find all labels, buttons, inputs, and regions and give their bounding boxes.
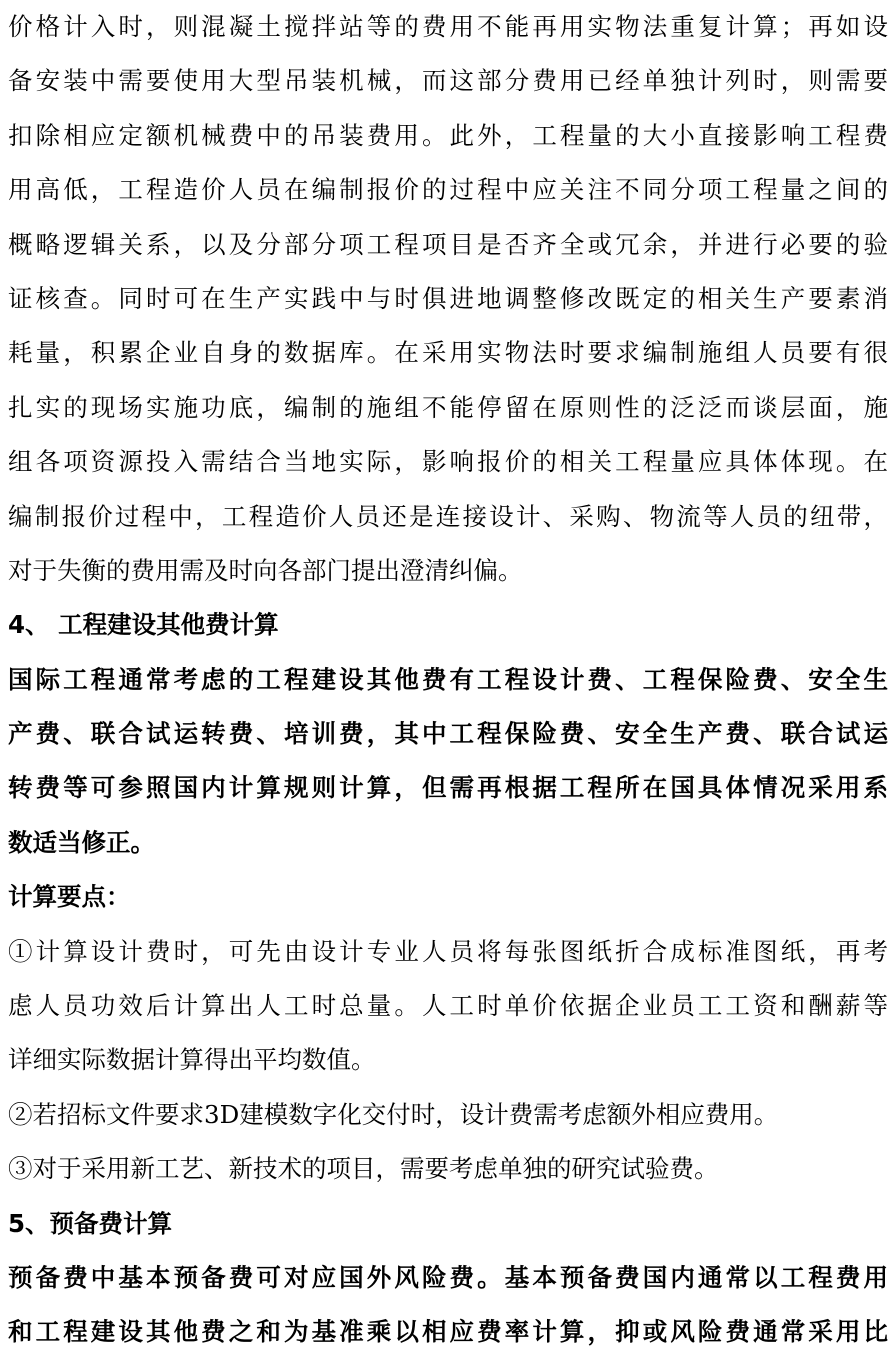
bold-text-line: 产费、联合试运转费、培训费，其中工程保险费、安全生产费、联合试运 bbox=[8, 719, 888, 749]
list-item-2: ②若招标文件要求3D建模数字化交付时，设计费需考虑额外相应费用。 bbox=[8, 1099, 779, 1129]
text-line: 对于失衡的费用需及时向各部门提出澄清纠偏。 bbox=[8, 555, 523, 585]
document-page bbox=[8, 0, 888, 1360]
subheading-key-points: 计算要点： bbox=[8, 882, 131, 912]
text-line: 扣除相应定额机械费中的吊装费用。此外，工程量的大小直接影响工程费 bbox=[8, 120, 888, 150]
list-item-3: ③对于采用新工艺、新技术的项目，需要考虑单独的研究试验费。 bbox=[8, 1154, 719, 1184]
section-heading-4: 4、 工程建设其他费计算 bbox=[8, 610, 279, 640]
list-item-1: ①计算设计费时，可先由设计专业人员将每张图纸折合成标准图纸，再考 bbox=[8, 936, 888, 966]
bold-text-line: 国际工程通常考虑的工程建设其他费有工程设计费、工程保险费、安全生 bbox=[8, 664, 888, 694]
bold-text-line: 预备费中基本预备费可对应国外风险费。基本预备费国内通常以工程费用 bbox=[8, 1262, 888, 1292]
bold-text-line: 和工程建设其他费之和为基准乘以相应费率计算，抑或风险费通常采用比 bbox=[8, 1317, 888, 1347]
section-heading-5: 5、预备费计算 bbox=[8, 1208, 173, 1238]
text-line: 虑人员功效后计算出人工时总量。人工时单价依据企业员工工资和酬薪等 bbox=[8, 991, 888, 1021]
text-line: 组各项资源投入需结合当地实际，影响报价的相关工程量应具体体现。在 bbox=[8, 447, 888, 477]
text-line: 备安装中需要使用大型吊装机械，而这部分费用已经单独计列时，则需要 bbox=[8, 66, 888, 96]
text-line: 详细实际数据计算得出平均数值。 bbox=[8, 1045, 376, 1075]
text-line: 耗量，积累企业自身的数据库。在采用实物法时要求编制施组人员要有很 bbox=[8, 338, 888, 368]
text-line: 扎实的现场实施功底，编制的施组不能停留在原则性的泛泛而谈层面，施 bbox=[8, 392, 888, 422]
bold-text-line: 数适当修正。 bbox=[8, 827, 155, 857]
text-line: 证核查。同时可在生产实践中与时俱进地调整修改既定的相关生产要素消 bbox=[8, 283, 888, 313]
text-line: 概略逻辑关系，以及分部分项工程项目是否齐全或冗余，并进行必要的验 bbox=[8, 229, 888, 259]
text-line: 编制报价过程中，工程造价人员还是连接设计、采购、物流等人员的纽带， bbox=[8, 501, 888, 531]
text-line: 价格计入时，则混凝土搅拌站等的费用不能再用实物法重复计算；再如设 bbox=[8, 12, 888, 41]
bold-text-line: 转费等可参照国内计算规则计算，但需再根据工程所在国具体情况采用系 bbox=[8, 773, 888, 803]
text-line: 用高低，工程造价人员在编制报价的过程中应关注不同分项工程量之间的 bbox=[8, 175, 888, 205]
